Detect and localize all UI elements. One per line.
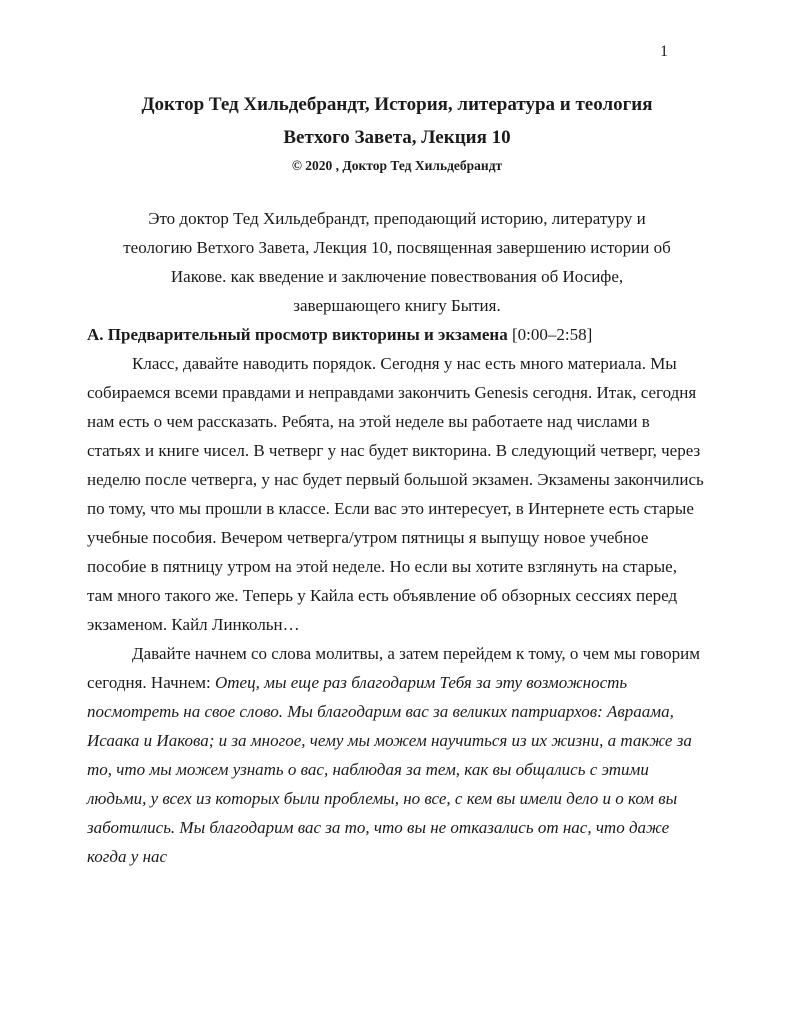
paragraph-prayer-italic: Отец, мы еще раз благодарим Тебя за эту возможность посмотреть на свое слово. Мы благодарим вас за великих патриархов: Авраама, Исаака и Иакова; и за многое, чему мы можем научиться из их жизни, а также за то, что мы можем узнать о вас, наблюдая за тем, как вы общались с этими людьми, у всех из которых были проблемы, но все, с кем вы имели дело и о ком вы заботились. Мы благодарим вас за то, что вы не отказались от нас, что даже когда у нас bbox=[87, 673, 692, 866]
document-title-line-2: Ветхого Завета, Лекция 10 bbox=[283, 127, 511, 148]
section-a-timestamp: [0:00–2:58] bbox=[511, 325, 593, 344]
intro-line: Это доктор Тед Хильдебрандт, преподающий историю, литературу и bbox=[148, 209, 646, 228]
intro-line: Иакове. как введение и заключение повествования об Иосифе, bbox=[170, 267, 624, 286]
intro-line: теологию Ветхого Завета, Лекция 10, посвященная завершению истории об bbox=[123, 238, 671, 257]
copyright-line: © 2020 , Доктор Тед Хильдебрандт bbox=[291, 158, 503, 173]
section-a-heading bbox=[87, 320, 707, 349]
document-header bbox=[87, 88, 707, 175]
paragraph-prayer-lead: Давайте начнем со слова молитвы, а затем перейдем к тому, о чем мы говорим сегодня. Начнем: bbox=[87, 644, 701, 692]
paragraph-quiz-exam-preview: Класс, давайте наводить порядок. Сегодня у нас есть много материала. Мы собираемся всеми правдами и неправдами закончить Genesis сегодня. Итак, сегодня нам есть о чем рассказать. Ребята, на этой неделе вы работаете над числами в статьях и книге чисел. В четверг у нас будет викторина. В следующий четверг, через неделю после четверга, у нас будет первый большой экзамен. Экзамены закончились по тому, что мы прошли в классе. Если вас это интересует, в Интернете есть старые учебные пособия. Вечером четверга/утром пятницы я выпущу новое учебное пособие в пятницу утром на этой неделе. Но если вы хотите взглянуть на старые, там много такого же. Теперь у Кайла есть объявление об обзорных сессиях перед экзаменом. Кайл Линкольн… bbox=[87, 354, 704, 634]
document-title-line-1: Доктор Тед Хильдебрандт, История, литература и теология bbox=[141, 94, 653, 115]
section-a-heading-text: А. Предварительный просмотр викторины и экзамена bbox=[87, 325, 508, 344]
intro-paragraph bbox=[87, 204, 707, 320]
document-body bbox=[87, 204, 707, 871]
page-number: 1 bbox=[660, 43, 668, 60]
intro-line: завершающего книгу Бытия. bbox=[293, 296, 501, 315]
paragraph-prayer bbox=[87, 639, 707, 871]
